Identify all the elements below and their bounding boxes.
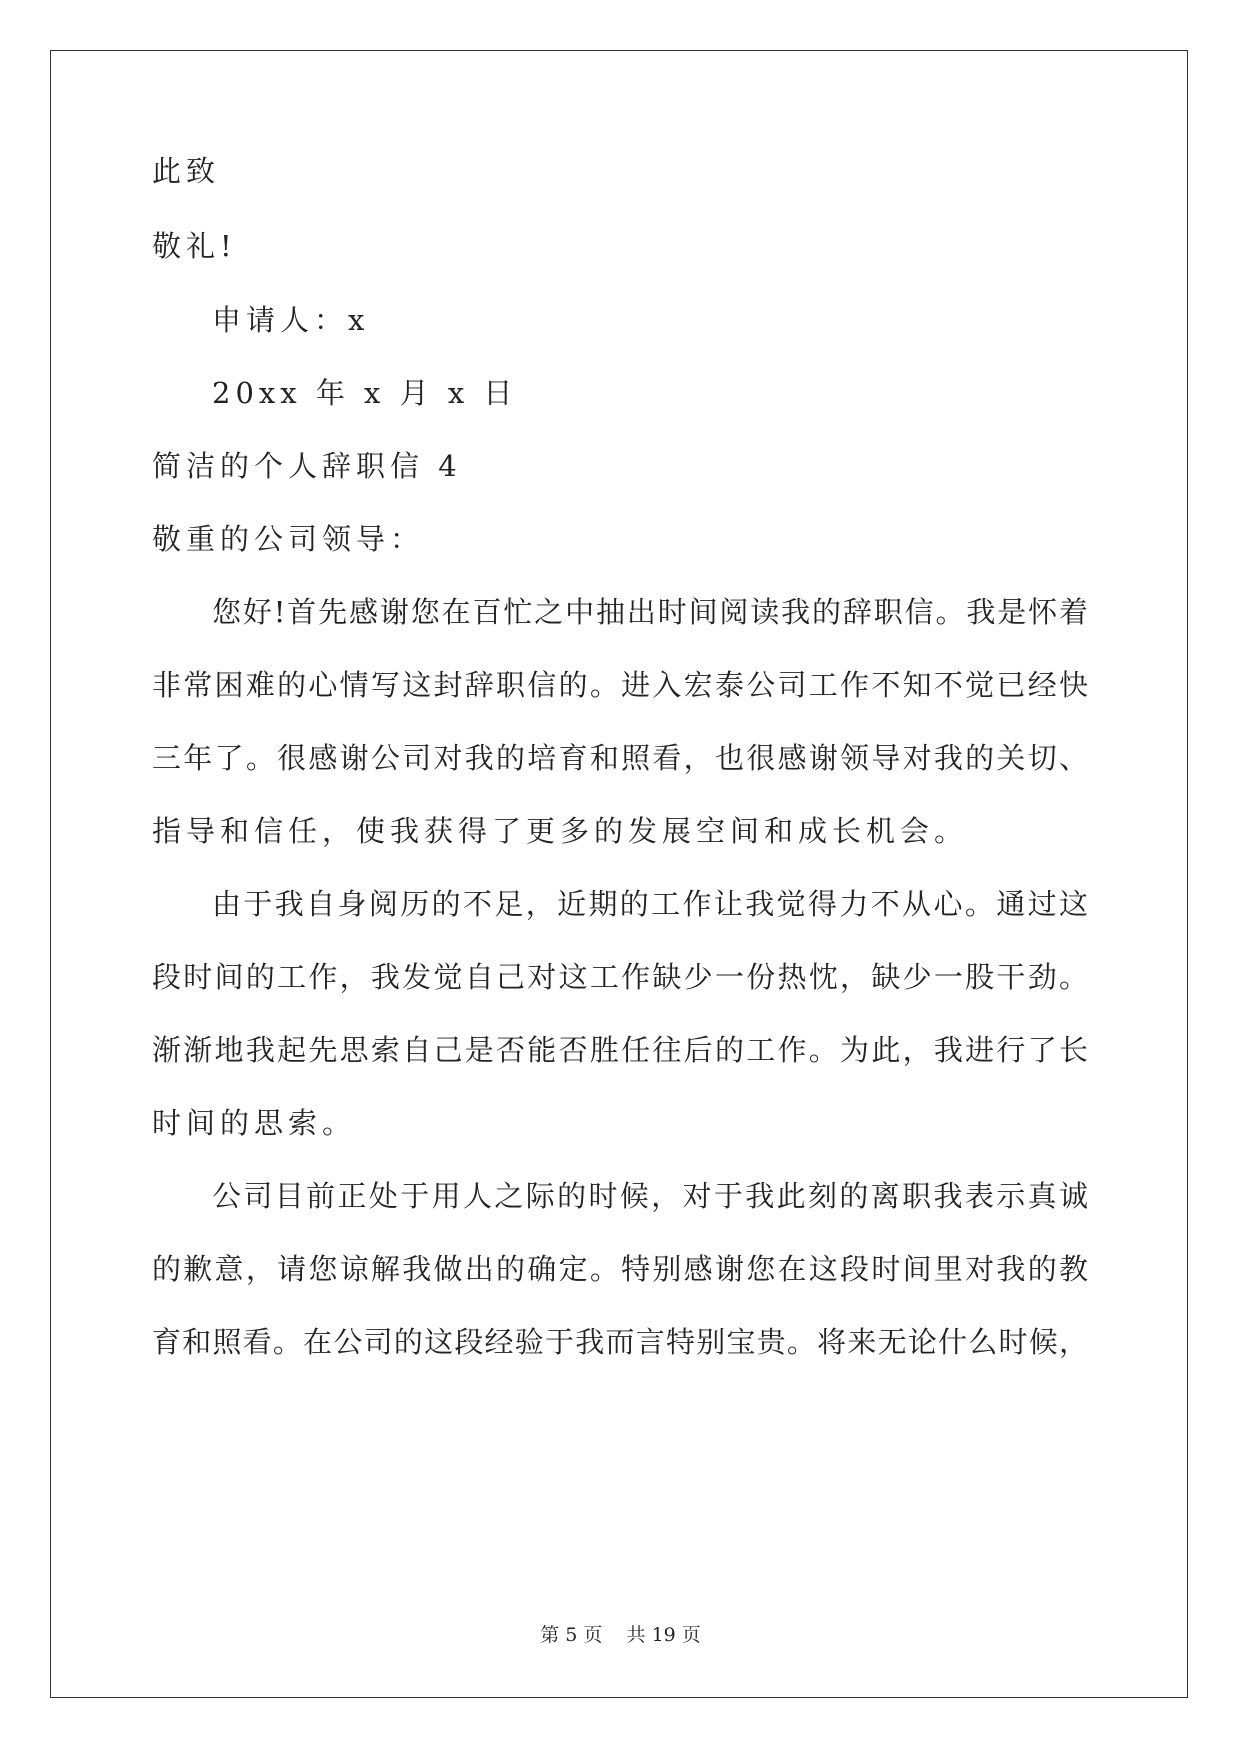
- applicant-line: 申请人：x: [212, 303, 370, 337]
- paragraph-line: 公司目前正处于用人之际的时候，对于我此刻的离职我表示真诚: [212, 1179, 1088, 1213]
- date-line: 20xx 年 x 月 x 日: [212, 376, 518, 410]
- greeting-line: 敬重的公司领导：: [152, 522, 425, 556]
- salutation-line: 敬礼!: [152, 229, 237, 263]
- paragraph-line: 指导和信任，使我获得了更多的发展空间和成长机会。: [152, 814, 969, 848]
- paragraph-line: 您好!首先感谢您在百忙之中抽出时间阅读我的辞职信。我是怀着: [212, 595, 1088, 629]
- paragraph-line: 段时间的工作，我发觉自己对这工作缺少一份热忱，缺少一股干劲。: [152, 960, 1088, 994]
- paragraph-line: 由于我自身阅历的不足，近期的工作让我觉得力不从心。通过这: [212, 887, 1088, 921]
- paragraph-line: 时间的思索。: [152, 1106, 357, 1140]
- section-title: 简洁的个人辞职信 4: [152, 449, 462, 483]
- page-number-footer: 第 5 页 共 19 页: [540, 1624, 701, 1646]
- paragraph-line: 三年了。很感谢公司对我的培育和照看，也很感谢领导对我的关切、: [152, 741, 1088, 775]
- paragraph-line: 渐渐地我起先思索自己是否能否胜任往后的工作。为此，我进行了长: [152, 1033, 1088, 1067]
- paragraph-line: 育和照看。在公司的这段经验于我而言特别宝贵。将来无论什么时候，: [152, 1325, 1088, 1359]
- closing-line: 此致: [152, 154, 221, 188]
- paragraph-line: 非常困难的心情写这封辞职信的。进入宏泰公司工作不知不觉已经快: [152, 668, 1088, 702]
- paragraph-line: 的歉意，请您谅解我做出的确定。特别感谢您在这段时间里对我的教: [152, 1252, 1088, 1286]
- page-frame: [50, 50, 1188, 1698]
